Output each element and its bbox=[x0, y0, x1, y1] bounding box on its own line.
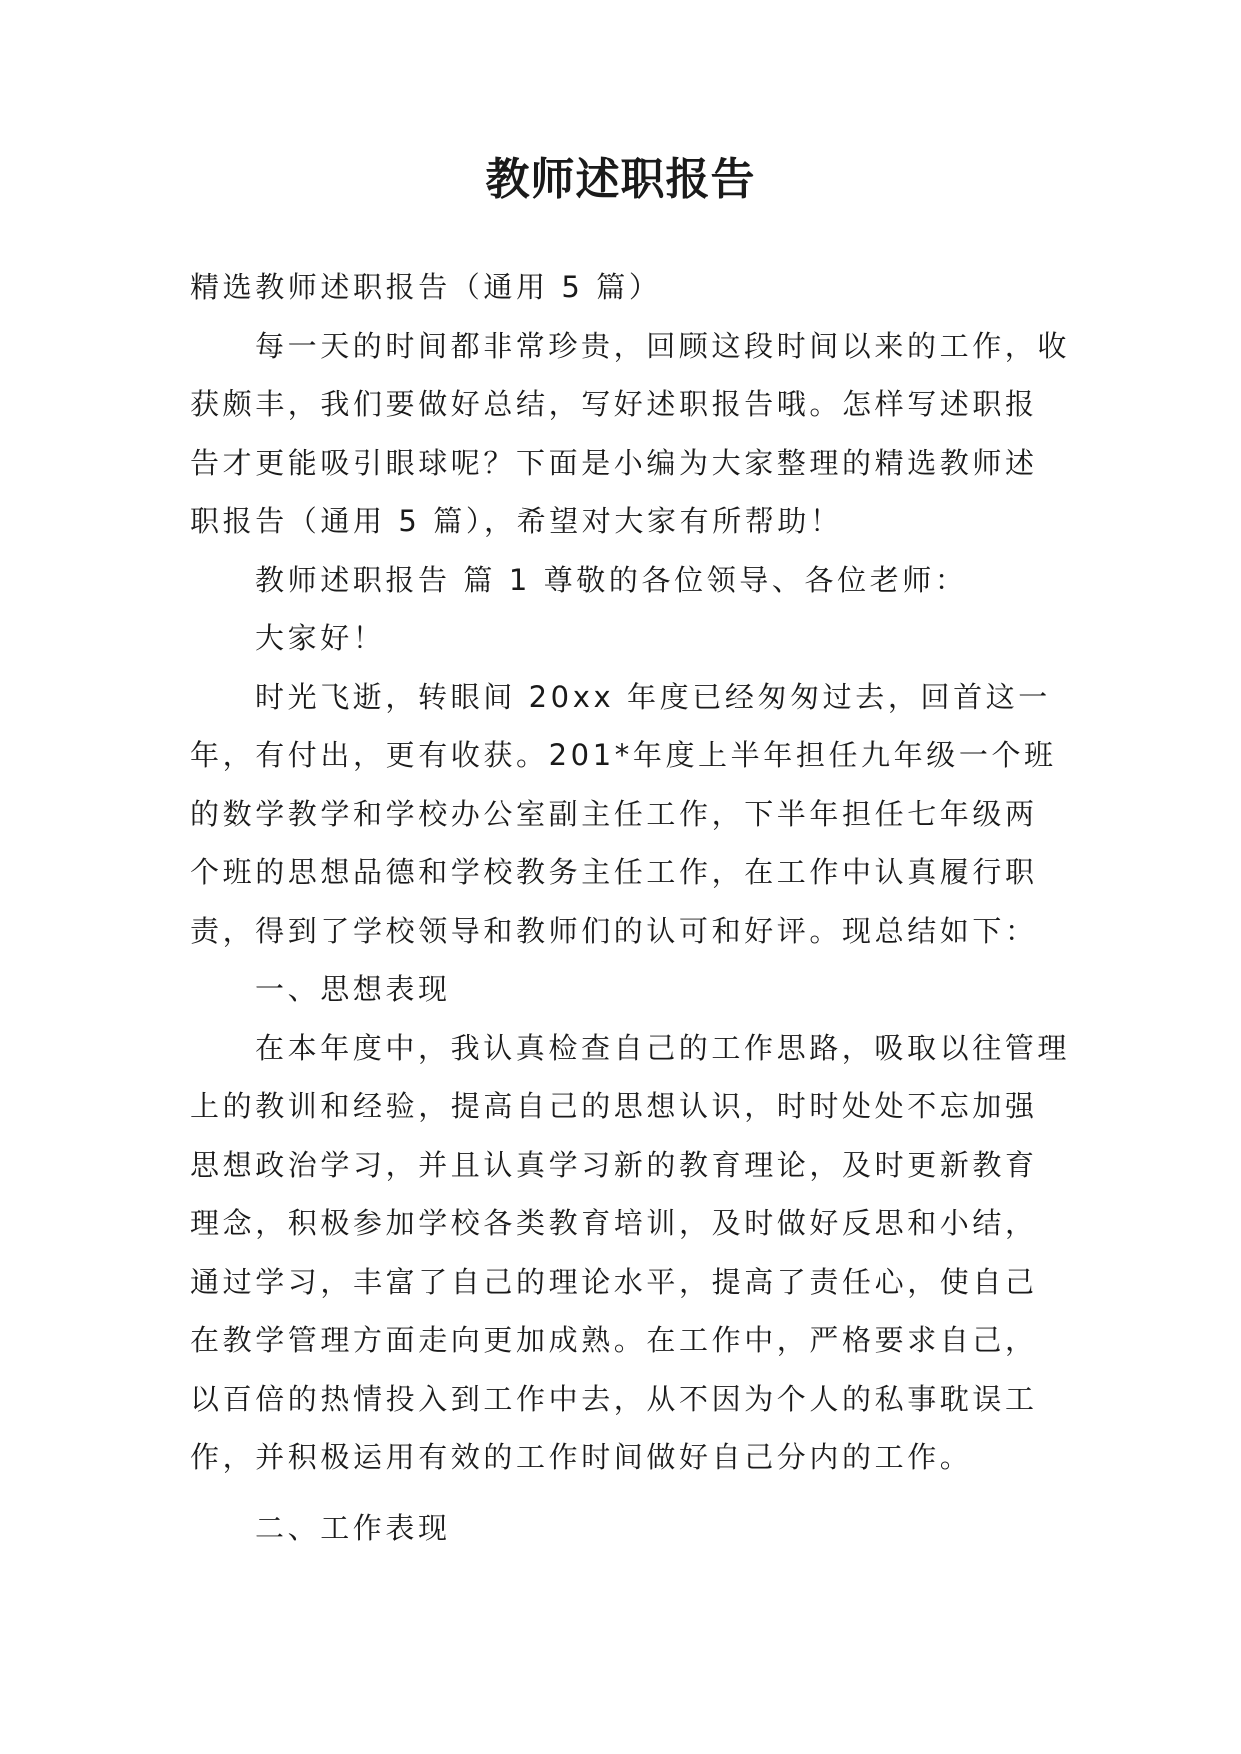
summary-paragraph: 时光飞逝，转眼间 20xx 年度已经匆匆过去，回首这一年，有付出，更有收获。201*年度上半年担任九年级一个班的数学教学和学校办公室副主任工作，下半年担任七年级两个班的思想品德和学校教务主任工作，在工作中认真履行职责，得到了学校领导和教师们的认可和好评。现总结如下： bbox=[190, 679, 1057, 948]
document-subtitle: 精选教师述职报告（通用 5 篇） bbox=[190, 270, 662, 304]
section-heading-ideology: 一、思想表现 bbox=[255, 972, 451, 1006]
section-body-ideology: 在本年度中，我认真检查自己的工作思路，吸取以往管理上的教训和经验，提高自己的思想认识，时时处处不忘加强思想政治学习，并且认真学习新的教育理论，及时更新教育理念，积极参加学校各类教育培训，及时做好反思和小结，通过学习，丰富了自己的理论水平，提高了责任心，使自己在教学管理方面走向更加成熟。在工作中，严格要求自己，以百倍的热情投入到工作中去，从不因为个人的私事耽误工作，并积极运用有效的工作时间做好自己分内的工作。 bbox=[190, 1030, 1071, 1474]
greeting-paragraph: 大家好！ bbox=[255, 621, 386, 655]
intro-paragraph: 每一天的时间都非常珍贵，回顾这段时间以来的工作，收获颇丰，我们要做好总结，写好述职报告哦。怎样写述职报告才更能吸引眼球呢？下面是小编为大家整理的精选教师述职报告（通用 5 篇），希望对大家有所帮助！ bbox=[190, 328, 1071, 538]
section-heading-work: 二、工作表现 bbox=[255, 1510, 451, 1545]
salutation-paragraph: 教师述职报告 篇 1 尊敬的各位领导、各位老师： bbox=[255, 562, 968, 597]
document-title: 教师述职报告 bbox=[485, 154, 756, 205]
document-body bbox=[190, 258, 1070, 1557]
